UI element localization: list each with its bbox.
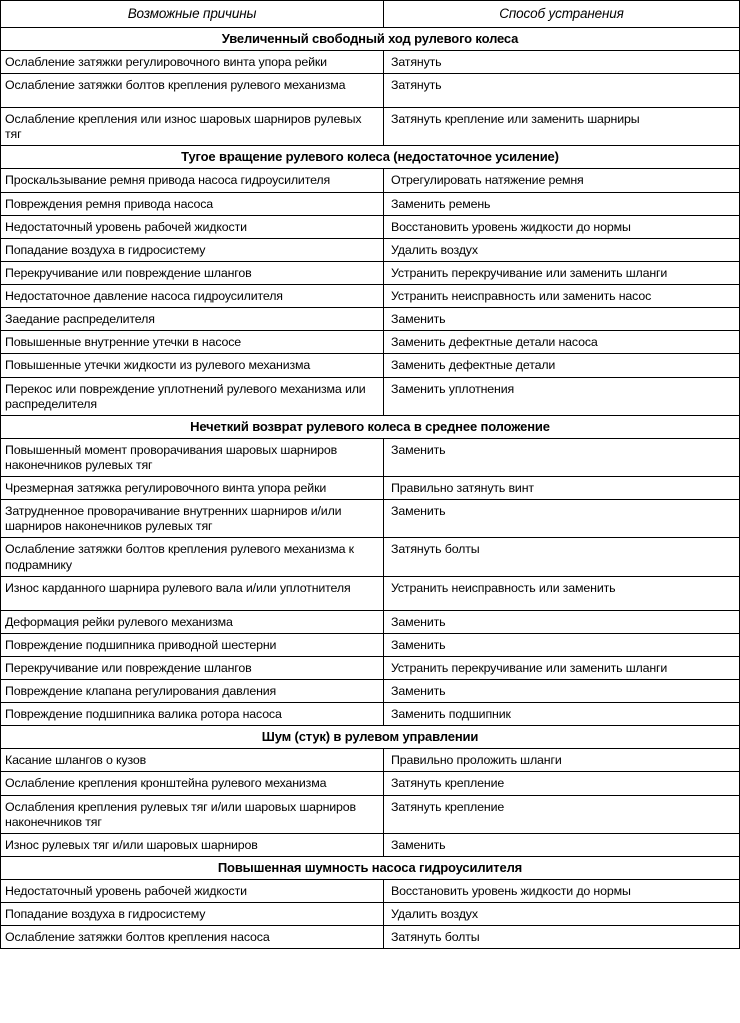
cause-cell: Недостаточный уровень рабочей жидкости [1, 216, 384, 238]
cause-cell: Повреждение подшипника валика ротора насоса [1, 703, 384, 725]
table-row [1, 880, 739, 903]
remedy-cell: Затянуть болты [391, 542, 480, 557]
table-row [1, 51, 739, 74]
remedy-cell: Устранить неисправность или заменить насос [391, 289, 652, 303]
remedy-cell: Правильно затянуть винт [391, 481, 534, 495]
remedy-cell: Устранить неисправность или заменить [391, 580, 616, 595]
cause-cell: Повышенные внутренние утечки в насосе [1, 331, 384, 353]
remedy-cell: Заменить [391, 684, 446, 698]
cause-cell: Ослабление крепления кронштейна рулевого механизма [1, 772, 384, 794]
remedy-cell: Заменить дефектные детали [391, 358, 556, 373]
cause-cell: Перекручивание или повреждение шлангов [1, 262, 384, 284]
table-row [1, 354, 739, 377]
table-row [1, 611, 739, 634]
cause-cell: Повреждение клапана регулирования давления [1, 680, 384, 702]
cause-cell: Ослабления крепления рулевых тяг и/или шаровых шарниров наконечников тяг [1, 796, 384, 833]
remedy-cell: Затянуть крепление [391, 776, 505, 791]
table-row [1, 634, 739, 657]
remedy-cell: Удалить воздух [391, 907, 478, 921]
cause-cell: Попадание воздуха в гидросистему [1, 903, 384, 925]
remedy-cell: Заменить [391, 504, 446, 519]
remedy-cell: Заменить [391, 637, 446, 652]
remedy-cell: Заменить уплотнения [391, 381, 515, 396]
cause-cell: Заедание распределителя [1, 308, 384, 330]
table-row [1, 926, 739, 948]
table-row [1, 680, 739, 703]
header-causes: Возможные причины [1, 1, 384, 27]
remedy-cell: Затянуть крепление или заменить шарниры [391, 112, 640, 127]
cause-cell: Касание шлангов о кузов [1, 749, 384, 771]
section-title: Увеличенный свободный ход рулевого колеса [1, 28, 739, 51]
cause-cell: Ослабление затяжки болтов крепления насоса [1, 926, 384, 948]
remedy-cell: Заменить подшипник [391, 707, 511, 722]
table-row [1, 657, 739, 680]
cause-cell: Проскальзывание ремня привода насоса гидроусилителя [1, 169, 384, 191]
table-row [1, 703, 739, 726]
table-row [1, 108, 739, 146]
remedy-cell: Заменить [391, 614, 446, 629]
table-row [1, 169, 739, 192]
cause-cell: Перекручивание или повреждение шлангов [1, 657, 384, 679]
remedy-cell: Затянуть крепление [391, 799, 505, 814]
remedy-cell: Заменить дефектные детали насоса [391, 335, 598, 350]
table-row [1, 834, 739, 857]
table-row [1, 500, 739, 538]
table-body [1, 28, 739, 948]
cause-cell: Повреждения ремня привода насоса [1, 193, 384, 215]
cause-cell: Повреждение подшипника приводной шестерни [1, 634, 384, 656]
cause-cell: Ослабление затяжки болтов крепления рулевого механизма [1, 74, 384, 107]
table-row [1, 193, 739, 216]
section-title: Тугое вращение рулевого колеса (недостаточное усиление) [1, 146, 739, 169]
table-row [1, 216, 739, 239]
cause-cell: Попадание воздуха в гидросистему [1, 239, 384, 261]
remedy-cell: Устранить перекручивание или заменить шланги [391, 660, 668, 675]
table-row [1, 538, 739, 576]
table-row [1, 772, 739, 795]
table-header [1, 1, 739, 28]
cause-cell: Повышенный момент проворачивания шаровых шарниров наконечников рулевых тяг [1, 439, 384, 476]
cause-cell: Деформация рейки рулевого механизма [1, 611, 384, 633]
table-row [1, 749, 739, 772]
remedy-cell: Затянуть [391, 55, 442, 69]
cause-cell: Чрезмерная затяжка регулировочного винта упора рейки [1, 477, 384, 499]
remedy-cell: Удалить воздух [391, 242, 478, 257]
remedy-cell: Заменить [391, 837, 446, 852]
cause-cell: Ослабление крепления или износ шаровых шарниров рулевых тяг [1, 108, 384, 145]
remedy-cell: Правильно проложить шланги [391, 753, 562, 768]
table-row [1, 477, 739, 500]
remedy-cell: Затянуть [391, 78, 442, 93]
table-row [1, 796, 739, 834]
table-row [1, 577, 739, 611]
table-row [1, 331, 739, 354]
table-row [1, 285, 739, 308]
header-remedy: Способ устранения [499, 5, 624, 21]
cause-cell: Повышенные утечки жидкости из рулевого механизма [1, 354, 384, 376]
cause-cell: Недостаточное давление насоса гидроусилителя [1, 285, 384, 307]
section-title: Нечеткий возврат рулевого колеса в среднее положение [1, 416, 739, 439]
cause-cell: Ослабление затяжки болтов крепления рулевого механизма к подрамнику [1, 538, 384, 575]
table-row [1, 439, 739, 477]
table-row [1, 308, 739, 331]
remedy-cell: Заменить ремень [391, 196, 491, 211]
section-title: Шум (стук) в рулевом управлении [1, 726, 739, 749]
table-row [1, 378, 739, 416]
cause-cell: Перекос или повреждение уплотнений рулевого механизма или распределителя [1, 378, 384, 415]
remedy-cell: Заменить [391, 442, 446, 457]
table-row [1, 239, 739, 262]
cause-cell: Недостаточный уровень рабочей жидкости [1, 880, 384, 902]
table-row [1, 903, 739, 926]
cause-cell: Ослабление затяжки регулировочного винта упора рейки [1, 51, 384, 73]
table-row [1, 262, 739, 285]
remedy-cell: Заменить [391, 312, 446, 327]
remedy-cell: Восстановить уровень жидкости до нормы [391, 883, 631, 898]
remedy-cell: Восстановить уровень жидкости до нормы [391, 219, 631, 234]
remedy-cell: Устранить перекручивание или заменить шланги [391, 265, 668, 280]
cause-cell: Износ карданного шарнира рулевого вала и/или уплотнителя [1, 577, 384, 610]
section-title: Повышенная шумность насоса гидроусилителя [1, 857, 739, 880]
cause-cell: Затрудненное проворачивание внутренних шарниров и/или шарниров наконечников рулевых тяг [1, 500, 384, 537]
remedy-cell: Затянуть болты [391, 930, 480, 945]
cause-cell: Износ рулевых тяг и/или шаровых шарниров [1, 834, 384, 856]
table-row [1, 74, 739, 108]
remedy-cell: Отрегулировать натяжение ремня [391, 173, 584, 188]
